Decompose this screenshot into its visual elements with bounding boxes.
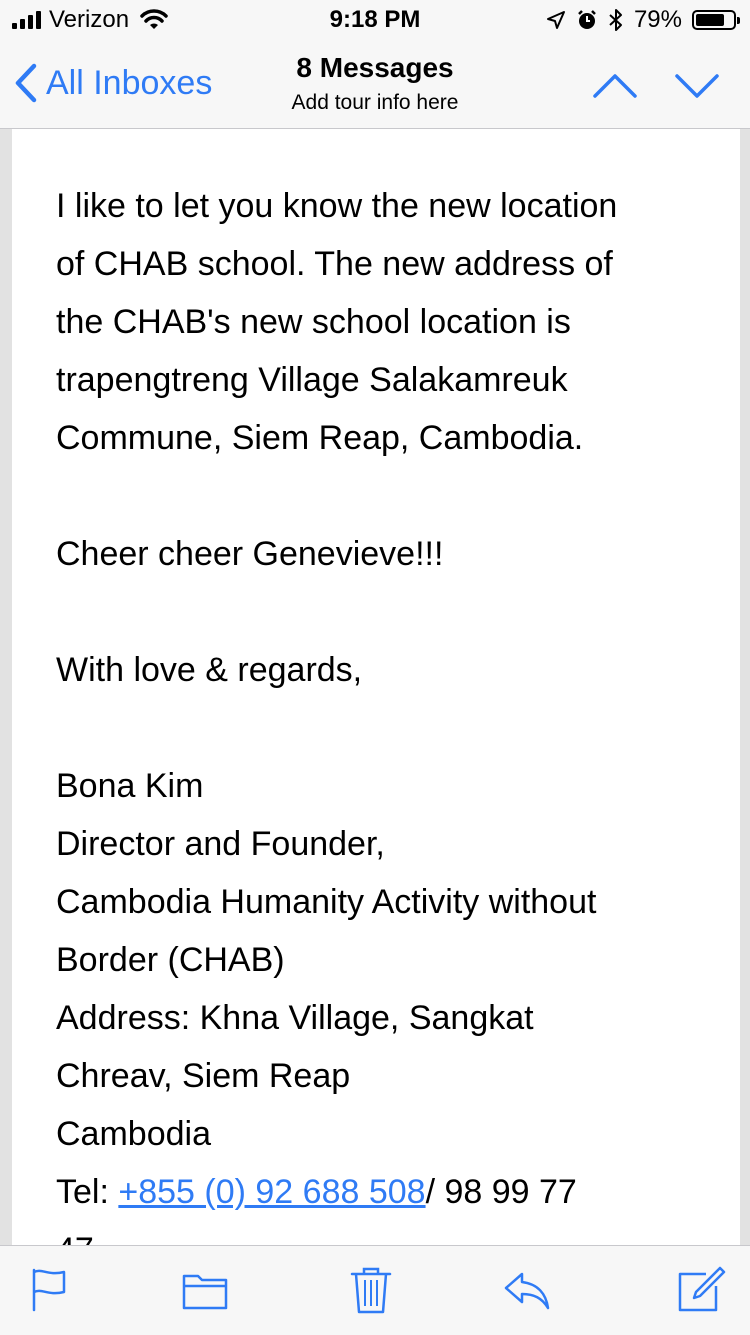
- right-rail: [740, 129, 750, 1245]
- carrier-label: Verizon: [49, 6, 130, 33]
- subject-subtitle: Add tour info here: [291, 91, 459, 114]
- message-body: [56, 177, 736, 1279]
- left-rail: [0, 129, 12, 1245]
- body-line: trapengtreng Village Salakamreuk: [56, 361, 568, 399]
- back-label: All Inboxes: [46, 63, 213, 102]
- alarm-icon: [576, 9, 598, 31]
- body-line: of CHAB school. The new address of: [56, 245, 613, 283]
- folder-icon[interactable]: [180, 1266, 230, 1314]
- trash-icon[interactable]: [346, 1266, 396, 1314]
- navigation-bar: [0, 40, 750, 129]
- signature-country: Cambodia: [56, 1115, 211, 1153]
- previous-message-chevron-up-icon[interactable]: [590, 66, 640, 106]
- tel-rest: / 98 99 77: [425, 1173, 577, 1211]
- body-line: I like to let you know the new location: [56, 187, 618, 225]
- tel-label: Tel:: [56, 1173, 119, 1211]
- signature-address: Address: Khna Village, Sangkat: [56, 999, 534, 1037]
- flag-icon[interactable]: [26, 1266, 76, 1314]
- signature-tel: [56, 1163, 736, 1221]
- message-count-title: 8 Messages: [296, 52, 454, 83]
- location-icon: [546, 10, 566, 30]
- body-line: the CHAB's new school location is: [56, 303, 571, 341]
- cheer-line: Cheer cheer Genevieve!!!: [56, 535, 444, 573]
- status-time: 9:18 PM: [329, 6, 421, 33]
- status-right: [546, 6, 736, 34]
- battery-icon: [692, 10, 736, 30]
- next-message-chevron-down-icon[interactable]: [672, 66, 722, 106]
- bottom-toolbar: [0, 1245, 750, 1335]
- body-line: Commune, Siem Reap, Cambodia.: [56, 419, 584, 457]
- compose-icon[interactable]: [676, 1266, 726, 1314]
- message-content-area[interactable]: [0, 129, 750, 1245]
- status-bar: [0, 0, 750, 40]
- bluetooth-icon: [608, 8, 624, 32]
- closing-line: With love & regards,: [56, 651, 363, 689]
- signature-org: Border (CHAB): [56, 941, 285, 979]
- signature-address: Chreav, Siem Reap: [56, 1057, 351, 1095]
- signature-org: Cambodia Humanity Activity without: [56, 883, 597, 921]
- reply-icon[interactable]: [502, 1266, 552, 1314]
- signature-title: Director and Founder,: [56, 825, 385, 863]
- phone-link[interactable]: +855 (0) 92 688 508: [118, 1173, 426, 1211]
- signature-name: Bona Kim: [56, 767, 204, 805]
- battery-percent: 79%: [633, 6, 682, 33]
